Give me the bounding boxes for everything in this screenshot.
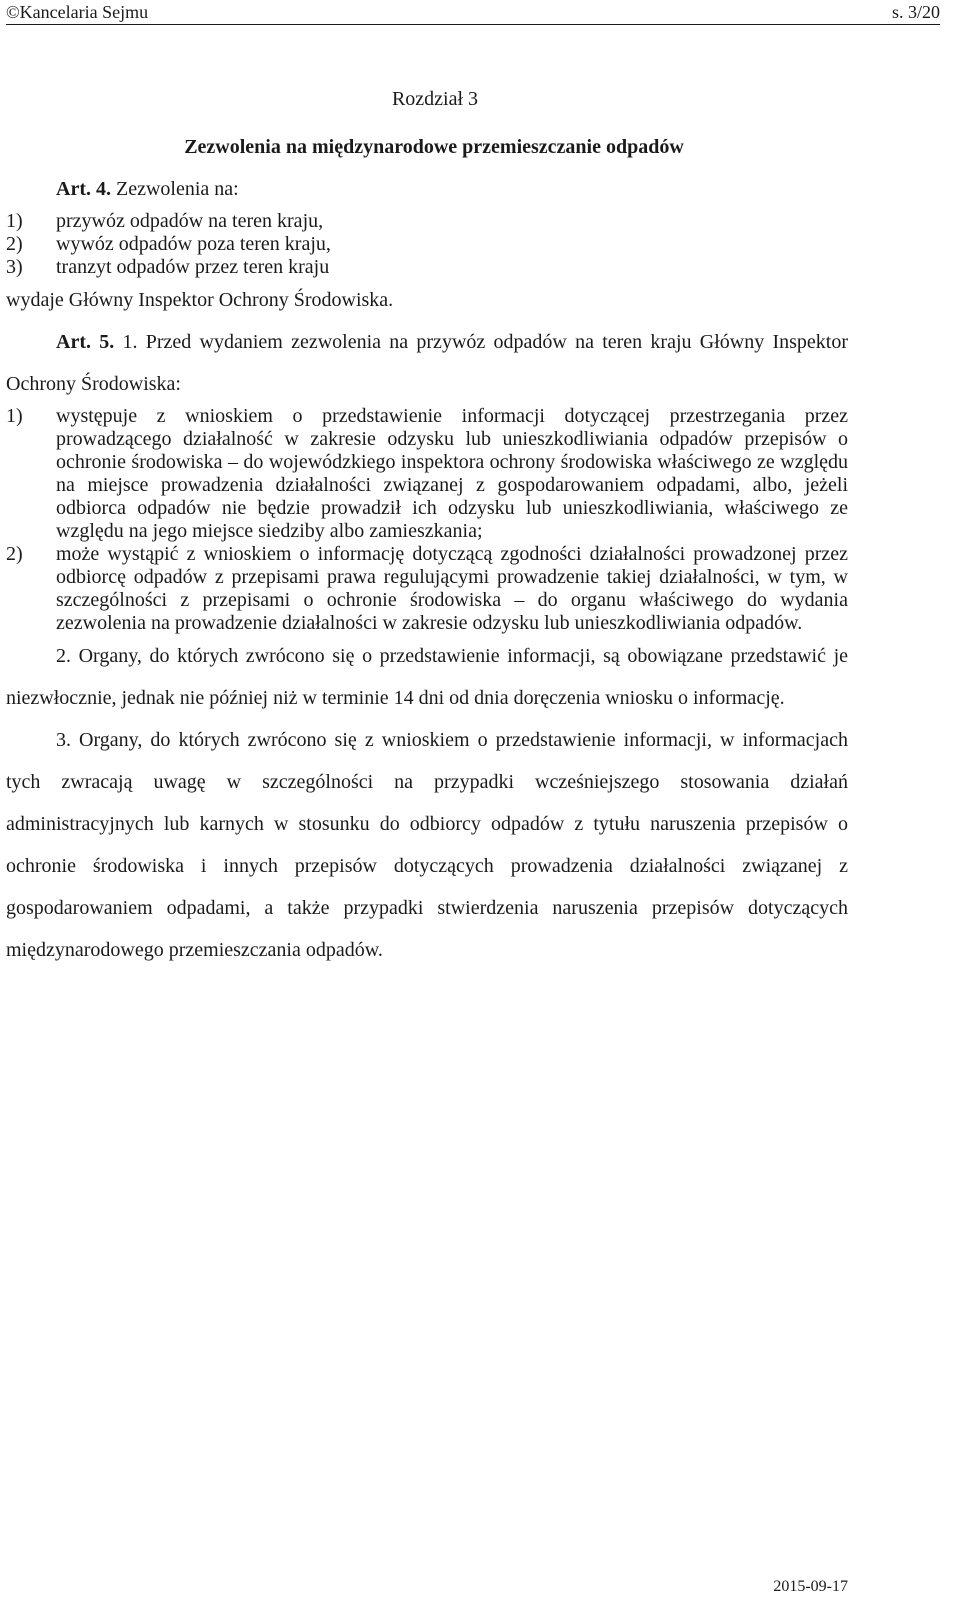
list-item-text: może wystąpić z wnioskiem o informację dotyczącą zgodności działalności prowadzonej przez odbiorcę odpadów z przepisami prawa regulującymi prowadzenie takiej działalności, w tym, w szczególności z przepisami o ochronie środowiska – do organu właściwego do wydania zezwolenia na prowadzenie działalności w zakresie odzysku lub unieszkodliwiania odpadów. — [56, 543, 848, 634]
list-item — [6, 405, 848, 543]
list-item-text: występuje z wnioskiem o przedstawienie informacji dotyczącej przestrzegania przez prowadzącego działalność w zakresie odzysku lub unieszkodliwiania odpadów przepisów o ochronie środowiska – do wojewódzkiego inspektora ochrony środowiska właściwego ze względu na miejsce prowadzenia działalności związanej z gospodarowaniem odpadami, albo, jeżeli odbiorca odpadów nie będzie prowadził ich odzysku lub unieszkodliwiania, właściwego ze względu na jego miejsce siedziby albo zamieszkania; — [56, 405, 848, 542]
art4-label: Art. 4. — [56, 178, 111, 200]
art4-intro: Zezwolenia na: — [115, 178, 239, 200]
list-item-text: wywóz odpadów poza teren kraju, — [56, 233, 331, 255]
list-item — [6, 543, 848, 635]
list-item-number: 3) — [6, 256, 23, 278]
chapter-title: Zezwolenia na międzynarodowe przemieszczanie odpadów — [184, 136, 684, 158]
art5-paragraph-1 — [6, 321, 848, 405]
document-body — [6, 78, 848, 971]
art5-paragraph-2: 2. Organy, do których zwrócono się o przedstawienie informacji, są obowiązane przedstawić je niezwłocznie, jednak nie później niż w terminie 14 dni od dnia doręczenia wniosku o informację. — [6, 645, 848, 709]
art5-paragraph-3: 3. Organy, do których zwrócono się z wnioskiem o przedstawienie informacji, w informacjach tych zwracają uwagę w szczególności na przypadki wcześniejszego stosowania działań administracyjnych lub karnych w stosunku do odbiorcy odpadów z tytułu naruszenia przepisów o ochronie środowiska i innych przepisów dotyczących prowadzenia działalności związanej z gospodarowaniem odpadami, a także przypadki stwierdzenia naruszenia przepisów dotyczących międzynarodowego przemieszczania odpadów. — [6, 729, 848, 961]
art5-par1-number: 1. — [122, 331, 138, 353]
list-item-number: 2) — [6, 543, 23, 565]
list-item-number: 1) — [6, 405, 23, 427]
art4-heading — [6, 168, 848, 210]
publisher-label: ©Kancelaria Sejmu — [6, 2, 149, 22]
page-header — [0, 0, 960, 30]
list-item — [6, 233, 848, 256]
art5-label: Art. 5. — [56, 331, 115, 353]
list-item — [6, 210, 848, 233]
art4-closing: wydaje Główny Inspektor Ochrony Środowiska. — [6, 289, 394, 311]
header-divider — [6, 24, 940, 25]
list-item-text: tranzyt odpadów przez teren kraju — [56, 256, 330, 278]
list-item-number: 1) — [6, 210, 23, 232]
list-item-number: 2) — [6, 233, 23, 255]
art5-par1-text: Przed wydaniem zezwolenia na przywóz odpadów na teren kraju Główny Inspektor Ochrony Środowiska: — [6, 331, 848, 395]
footer-date: 2015-09-17 — [773, 1578, 848, 1595]
page-number: s. 3/20 — [891, 2, 940, 22]
list-item-text: przywóz odpadów na teren kraju, — [56, 210, 324, 232]
list-item — [6, 256, 848, 279]
chapter-number: Rozdział 3 — [391, 88, 479, 110]
